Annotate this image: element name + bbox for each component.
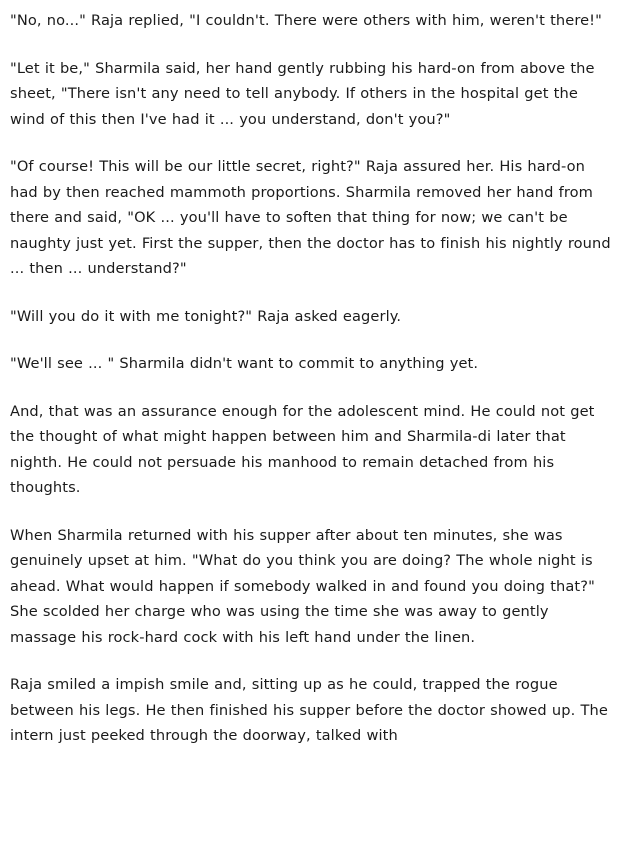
paragraph: "Of course! This will be our little secret, right?" Raja assured her. His hard-on had by then reached mammoth proportions. Sharmila removed her hand from there and said, "OK ... you'll have to soften that thing for now; we can't be naughty just yet. First the supper, then the doctor has to finish his nightly round ... then ... understand?" (10, 158, 611, 277)
paragraph: When Sharmila returned with his supper after about ten minutes, she was genuinely upset at him. "What do you think you are doing? The whole night is ahead. What would happen if somebody walked in and found you doing that?" She scolded her charge who was using the time she was away to gently massage his rock-hard cock with his left hand under the linen. (10, 526, 595, 646)
paragraph: "Let it be," Sharmila said, her hand gently rubbing his hard-on from above the sheet, "There isn't any need to tell anybody. If others in the hospital get the wind of this then I've had it ... you understand, don't you?" (10, 59, 595, 128)
paragraph: And, that was an assurance enough for the adolescent mind. He could not get the thought of what might happen between him and Sharmila-di later that nighth. He could not persuade his manhood to remain detached from his thoughts. (10, 402, 595, 496)
paragraph: "We'll see ... " Sharmila didn't want to commit to anything yet. (10, 355, 479, 372)
paragraph: "Will you do it with me tonight?" Raja asked eagerly. (10, 307, 402, 325)
paragraph: Raja smiled a impish smile and, sitting up as he could, trapped the rogue between his legs. He then finished his supper before the doctor showed up. The intern just peeked through the doorway, talked with (10, 676, 608, 744)
paragraph: "No, no..." Raja replied, "I couldn't. There were others with him, weren't there!" (10, 12, 602, 29)
